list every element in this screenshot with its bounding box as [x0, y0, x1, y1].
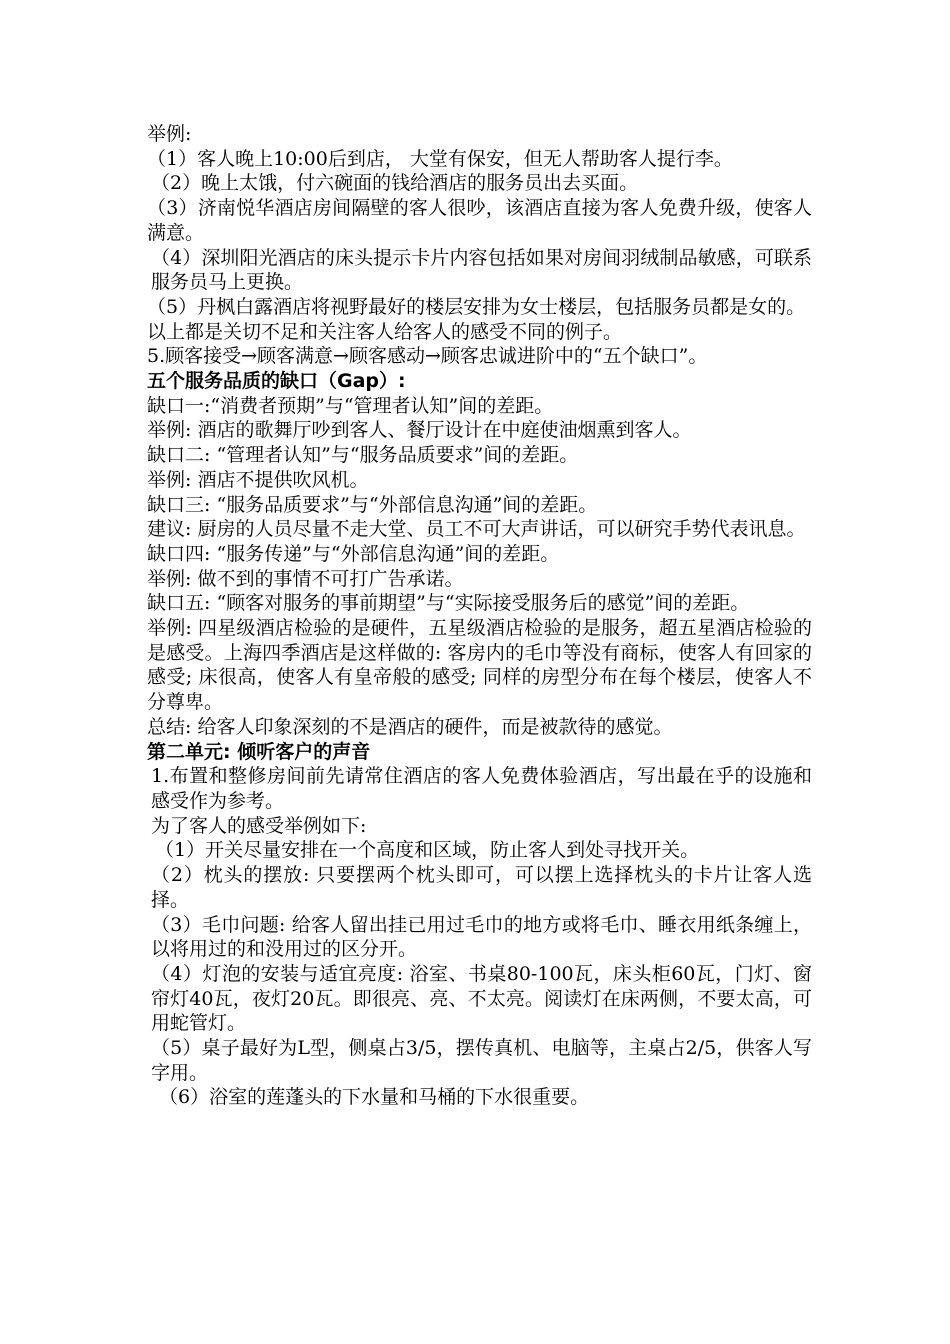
- example-item: （2）枕头的摆放: 只要摆两个枕头即可，可以摆上选择枕头的卡片让客人选择。: [151, 864, 812, 911]
- example-item: （2）晚上太饿，付六碗面的钱给酒店的服务员出去买面。: [151, 172, 639, 195]
- gap-item: 缺口三: “服务品质要求”与“外部信息沟通”间的差距。: [147, 493, 598, 516]
- gap-item: 缺口五: “顾客对服务的事前期望”与“实际接受服务后的感觉”间的差距。: [147, 592, 750, 615]
- example-item: （5）丹枫白露酒店将视野最好的楼层安排为女士楼层，包括服务员都是女的。: [147, 295, 806, 318]
- example-item: （4）灯泡的安装与适宜亮度: 浴室、书桌80-100瓦，床头柜60瓦，门灯、窗帘灯40瓦，夜灯20瓦。即很亮、亮、不太亮。阅读灯在床两侧，不要太高，可用蛇管灯。: [151, 962, 812, 1035]
- text-line: 5.顾客接受→顾客满意→顾客感动→顾客忠诚进阶中的“五个缺口”。: [147, 345, 708, 368]
- text-line: 1.布置和整修房间前先请常住酒店的客人免费体验酒店，写出最在乎的设施和感受作为参考。: [151, 765, 812, 812]
- example-item: （5）桌子最好为L型，侧桌占3/5，摆传真机、电脑等，主桌占2/5，供客人写字用。: [151, 1037, 812, 1084]
- text-line: 举例: 酒店不提供吹风机。: [147, 468, 369, 491]
- gap-item: 缺口二: “管理者认知”与“服务品质要求”间的差距。: [147, 444, 579, 467]
- example-item: （3）毛巾问题: 给客人留出挂已用过毛巾的地方或将毛巾、睡衣用纸条缠上，以将用过的和没用过的区分开。: [151, 913, 812, 961]
- gap-item: 缺口四: “服务传递”与“外部信息沟通”间的差距。: [147, 542, 560, 565]
- text-line: 为了客人的感受举例如下:: [151, 814, 367, 837]
- gap-item: 缺口一:“消费者预期”与“管理者认知”间的差距。: [147, 394, 554, 417]
- text-line: 建议: 厨房的人员尽量不走大堂、员工不可大声讲话，可以研究手势代表讯息。: [147, 518, 806, 541]
- example-item: （1）客人晚上10:00后到店， 大堂有保安，但无人帮助客人提行李。: [147, 147, 733, 170]
- text-line: 举例:: [147, 123, 192, 145]
- section-heading: 五个服务品质的缺口（Gap）:: [147, 370, 406, 393]
- example-item: （3）济南悦华酒店房间隔壁的客人很吵，该酒店直接为客人免费升级，使客人满意。: [147, 197, 812, 244]
- document-body: [147, 122, 812, 1110]
- example-item: （1）开关尽量安排在一个高度和区域，防止客人到处寻找开关。: [155, 839, 700, 862]
- text-line: 举例: 做不到的事情不可打广告承诺。: [147, 567, 464, 590]
- unit-heading: 第二单元: 倾听客户的声音: [147, 740, 371, 763]
- example-item: （4）深圳阳光酒店的床头提示卡片内容包括如果对房间羽绒制品敏感，可联系服务员马上更换。: [151, 246, 812, 294]
- example-item: （6）浴室的莲蓬头的下水量和马桶的下水很重要。: [159, 1086, 590, 1109]
- text-line: 举例: 四星级酒店检验的是硬件，五星级酒店检验的是服务，超五星酒店检验的是感受。上海四季酒店是这样做的: 客房内的毛巾等没有商标，使客人有回家的感受; 床很高，使客人有皇帝般的感受; 同样的房型分布在每个楼层，使客人不分尊卑。: [147, 617, 812, 714]
- text-line: 总结: 给客人印象深刻的不是酒店的硬件，而是被款待的感觉。: [147, 715, 673, 738]
- text-line: 以上都是关切不足和关注客人给客人的感受不同的例子。: [147, 320, 623, 343]
- text-line: 举例: 酒店的歌舞厅吵到客人、餐厅设计在中庭使油烟熏到客人。: [147, 419, 692, 442]
